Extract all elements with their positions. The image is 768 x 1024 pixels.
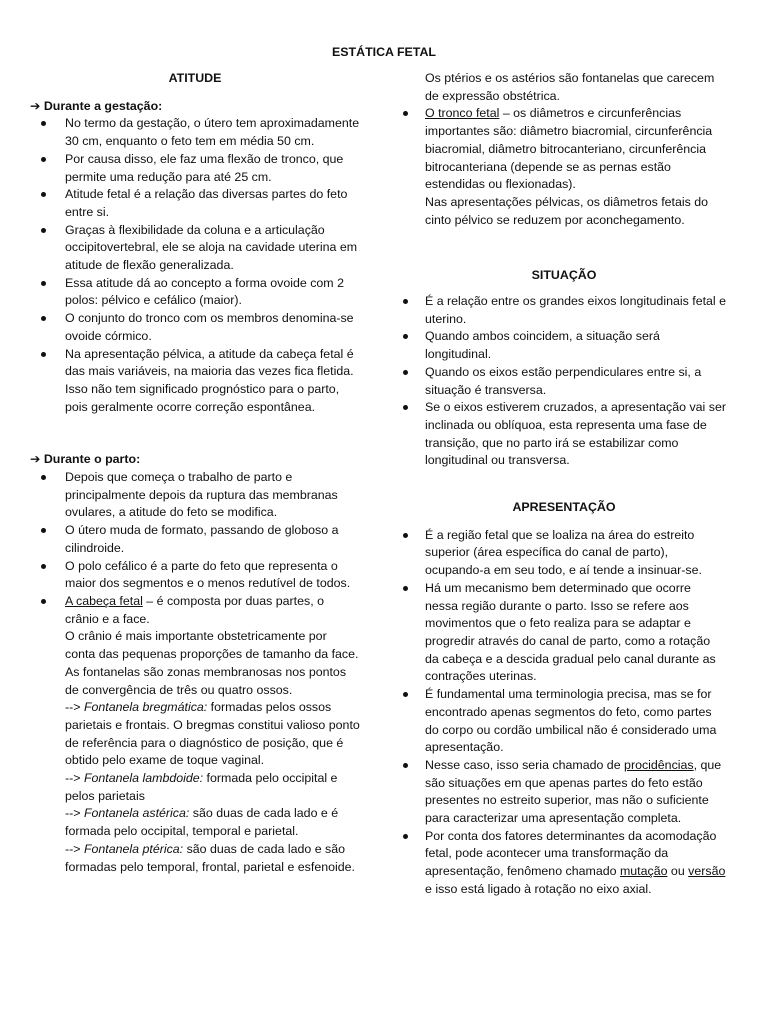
term-mutacao: mutação [619, 864, 668, 879]
list-item-procidencias: Nesse caso, isso seria chamado de procidências, que são situações em que apenas partes do feto estão presentes no estreito superior, mas não o suficiente para caracterizar uma apresentação completa. [402, 757, 726, 828]
list-item-cabeca-fetal: A cabeça fetal – é composta por duas partes, o crânio e a face. O crânio é mais importante obstetricamente por conta das pequenas proporções de tamanho da face. As fontanelas são zonas membranosas nos pontos de convergência de três ou quatro ossos. --> Fontanela bregmática: formadas pelos ossos parietais e frontais. O bregmas constitui valioso ponto de referência para o diagnóstico de posição, que é obtido pelo exame de toque vaginal. --> Fontanela lambdoide: formada pelo occipital e pelos parietais --> Fontanela astérica: são duas de cada lado e é formada pelo occipital, temporal e parietal. --> Fontanela ptérica: são duas de cada lado e são formadas pelo temporal, frontal, parietal e esfenoide. [30, 593, 360, 876]
list-item: Há um mecanismo bem determinado que ocorre nessa região durante o parto. Isso se refere aos movimentos que o feto realiza para se adaptar e progredir através do canal de parto, como a rotação da cabeça e a descida gradual pelo canal durante as contrações uterinas. [402, 580, 726, 686]
list-item: É a relação entre os grandes eixos longitudinais fetal e uterino. [402, 293, 726, 328]
left-column [30, 70, 360, 876]
list-item: Atitude fetal é a relação das diversas partes do feto entre si. [30, 186, 360, 221]
list-item: Quando os eixos estão perpendiculares entre si, a situação é transversa. [402, 364, 726, 399]
list-item-mutacao: Por conta dos fatores determinantes da acomodação fetal, pode acontecer uma transformação da apresentação, fenômeno chamado mutação ou versão e isso está ligado à rotação no eixo axial. [402, 828, 726, 899]
list-item: Essa atitude dá ao concepto a forma ovoide com 2 polos: pélvico e cefálico (maior). [30, 275, 360, 310]
subheading-parto: ➔ Durante o parto: [30, 452, 141, 467]
fontanela-line: --> Fontanela bregmática: formadas pelos ossos parietais e frontais. O bregmas constitui valioso ponto de referência para o diagnóstico de posição, que é obtido pelo exame de toque vaginal. [65, 700, 360, 768]
list-item: É a região fetal que se loaliza na área do estreito superior (área específica do canal de parto), ocupando-a em seu todo, e aí tende a insinuar-se. [402, 527, 726, 580]
fontanela-line: --> Fontanela astérica: são duas de cada lado e é formada pelo occipital, temporal e parietal. [65, 806, 339, 839]
list-item: No termo da gestação, o útero tem aproximadamente 30 cm, enquanto o feto tem em média 50 cm. [30, 115, 360, 150]
tronco-list [402, 105, 726, 229]
paragraph: Os ptérios e os astérios são fontanelas que carecem de expressão obstétrica. [425, 71, 715, 103]
section-heading-situacao: SITUAÇÃO [531, 268, 597, 283]
list-item: Depois que começa o trabalho de parto e principalmente depois da ruptura das membranas ovulares, a atitude do feto se modifica. [30, 469, 360, 522]
list-item: O conjunto do tronco com os membros denomina-se ovoide córmico. [30, 310, 360, 345]
list-item: O útero muda de formato, passando de globoso a cilindroide. [30, 522, 360, 557]
list-item: Por causa disso, ele faz uma flexão de tronco, que permite uma redução para até 25 cm. [30, 151, 360, 186]
paragraph: O crânio é mais importante obstetricamente por conta das pequenas proporções de tamanho da face. [65, 629, 359, 662]
page-title: ESTÁTICA FETAL [332, 45, 436, 59]
fontanela-line: --> Fontanela ptérica: são duas de cada lado e são formadas pelo temporal, frontal, parietal e esfenoide. [65, 841, 355, 874]
term-tronco-fetal: O tronco fetal [425, 106, 500, 121]
fontanela-line: --> Fontanela lambdoide: formada pelo occipital e pelos parietais [65, 771, 338, 803]
term-procidencias: procidências [624, 757, 694, 772]
list-item-tronco-fetal: O tronco fetal – os diâmetros e circunferências importantes são: diâmetro biacromial, circunferência biacromial, diâmetro bitrocanteriano, circunferência bitrocanteriana (depende se as pernas estão estendidas ou flexionadas). Nas apresentações pélvicas, os diâmetros fetais do cinto pélvico se reduzem por aconchegamento. [402, 105, 726, 229]
list-item: Graças à flexibilidade da coluna e a articulação occipitovertebral, ele se aloja na cavidade uterina em atitude de flexão generalizada. [30, 222, 360, 275]
section-heading-apresentacao: APRESENTAÇÃO [512, 500, 616, 515]
situacao-list [402, 293, 726, 470]
list-item: Quando ambos coincidem, a situação será longitudinal. [402, 328, 726, 363]
list-item: Na apresentação pélvica, a atitude da cabeça fetal é das mais variáveis, na maioria das vezes fica fletida. Isso não tem significado prognóstico para o parto, pois geralmente ocorre correção espontânea. [30, 346, 360, 417]
paragraph: Nas apresentações pélvicas, os diâmetros fetais do cinto pélvico se reduzem por aconchegamento. [425, 194, 709, 227]
parto-list [30, 469, 360, 876]
subheading-gestacao: ➔ Durante a gestação: [30, 98, 163, 113]
term-cabeca-fetal: A cabeça fetal [65, 593, 143, 608]
apresentacao-list [402, 527, 726, 899]
list-item: O polo cefálico é a parte do feto que representa o maior dos segmentos e o menos redutível de todos. [30, 558, 360, 593]
list-item: É fundamental uma terminologia precisa, mas se for encontrado apenas segmentos do feto, como partes do corpo ou cordão umbilical não é considerado uma apresentação. [402, 686, 726, 757]
section-heading-atitude: ATITUDE [168, 71, 222, 85]
paragraph: As fontanelas são zonas membranosas nos pontos de convergência de três ou quatro ossos. [65, 664, 347, 697]
list-item: Se o eixos estiverem cruzados, a apresentação vai ser inclinada ou oblíquoa, esta representa uma fase de transição, que no parto irá se estabilizar como longitudinal ou transversa. [402, 399, 726, 470]
term-versao: versão [688, 864, 726, 879]
right-column [402, 70, 726, 899]
gestacao-list [30, 115, 360, 416]
